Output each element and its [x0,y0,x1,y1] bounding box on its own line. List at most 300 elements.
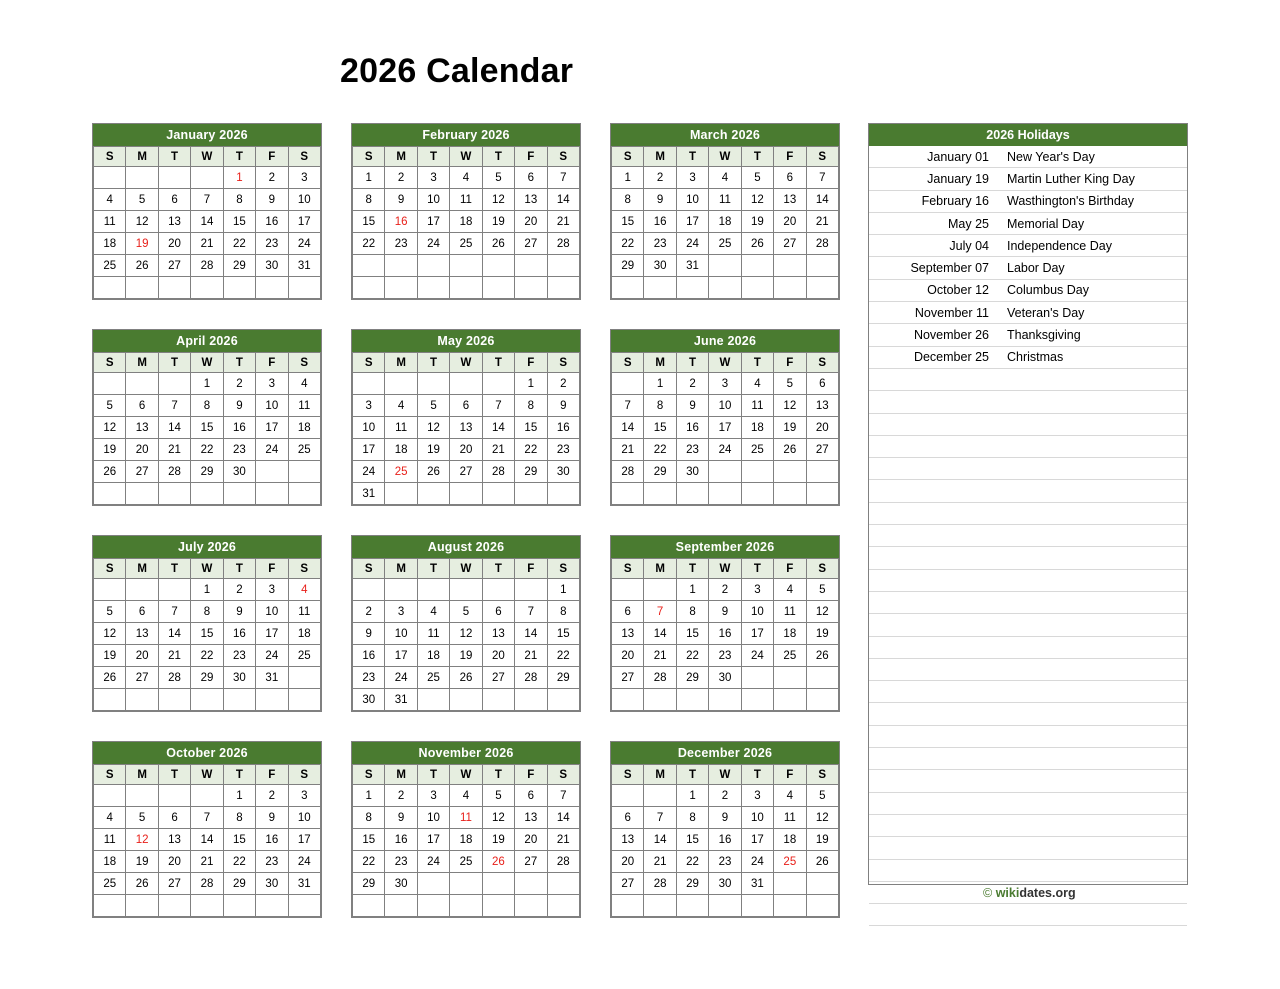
empty-cell [482,277,514,299]
day-cell: 10 [741,601,773,623]
day-cell: 21 [644,645,676,667]
day-cell: 5 [417,395,449,417]
day-cell: 11 [94,211,126,233]
day-cell: 6 [774,167,806,189]
day-cell: 27 [126,667,158,689]
empty-cell [191,689,223,711]
day-cell: 5 [126,189,158,211]
day-cell: 9 [385,189,417,211]
week-row [353,623,580,645]
weekday-header: T [482,353,514,373]
day-cell: 23 [385,233,417,255]
holiday-row [869,235,1187,257]
day-cell: 20 [612,851,644,873]
day-cell: 16 [547,417,579,439]
weekday-header: M [126,147,158,167]
week-row [94,167,321,189]
month-block [92,329,322,506]
empty-cell [450,277,482,299]
day-cell: 23 [709,645,741,667]
day-cell: 12 [774,395,806,417]
day-cell: 12 [741,189,773,211]
empty-cell [158,785,190,807]
month-table [611,558,839,711]
empty-cell [256,277,288,299]
week-row [612,373,839,395]
weekday-header: S [547,559,579,579]
holiday-empty-cell [869,525,997,547]
week-row [94,483,321,505]
day-cell: 29 [191,461,223,483]
empty-cell [191,167,223,189]
day-cell: 29 [515,461,547,483]
empty-cell [126,277,158,299]
weekday-header: S [94,147,126,167]
weekday-header-row [353,353,580,373]
day-cell: 7 [644,807,676,829]
day-cell: 19 [806,829,838,851]
day-cell: 21 [191,851,223,873]
empty-cell [774,277,806,299]
weekday-header: W [450,353,482,373]
day-cell: 16 [256,829,288,851]
empty-cell [417,895,449,917]
empty-cell [547,483,579,505]
holiday-empty-cell [869,502,997,524]
holiday-empty-cell [869,725,997,747]
empty-cell [774,895,806,917]
day-cell: 3 [417,785,449,807]
weekday-header: F [256,559,288,579]
day-cell: 26 [450,667,482,689]
day-cell: 8 [191,395,223,417]
day-cell: 20 [158,233,190,255]
day-cell: 23 [353,667,385,689]
empty-cell [741,689,773,711]
empty-cell [806,255,838,277]
holiday-name: Thanksgiving [997,324,1187,346]
day-cell: 20 [612,645,644,667]
day-cell: 30 [644,255,676,277]
day-cell: 28 [158,461,190,483]
weekday-header-row [612,147,839,167]
week-row [94,785,321,807]
day-cell: 13 [515,807,547,829]
week-row [612,873,839,895]
empty-cell [806,689,838,711]
day-cell: 23 [223,645,255,667]
week-row [94,417,321,439]
day-cell: 29 [191,667,223,689]
day-cell: 30 [223,461,255,483]
day-cell: 15 [612,211,644,233]
day-cell: 10 [256,601,288,623]
weekday-header: T [741,147,773,167]
day-cell: 9 [644,189,676,211]
weekday-header-row [94,559,321,579]
day-cell: 22 [676,645,708,667]
day-cell: 2 [256,785,288,807]
holiday-empty-cell [997,569,1187,591]
empty-cell [94,167,126,189]
month-title: January 2026 [93,124,321,146]
day-cell: 4 [288,579,320,601]
week-row [612,439,839,461]
day-cell: 12 [482,189,514,211]
day-cell: 10 [417,807,449,829]
week-row [353,895,580,917]
weekday-header: F [515,353,547,373]
day-cell: 18 [450,211,482,233]
day-cell: 7 [191,189,223,211]
day-cell: 3 [256,579,288,601]
day-cell: 21 [644,851,676,873]
day-cell: 31 [741,873,773,895]
day-cell: 19 [482,829,514,851]
day-cell: 28 [158,667,190,689]
day-cell: 21 [158,645,190,667]
holiday-empty-cell [869,837,997,859]
weekday-header: S [547,147,579,167]
day-cell: 27 [515,851,547,873]
week-row [353,277,580,299]
empty-cell [126,483,158,505]
day-cell: 28 [644,873,676,895]
day-cell: 1 [223,167,255,189]
day-cell: 26 [94,461,126,483]
empty-cell [158,373,190,395]
weekday-header: M [385,147,417,167]
month-block [351,329,581,506]
holiday-empty-cell [869,569,997,591]
day-cell: 18 [774,829,806,851]
day-cell: 4 [774,579,806,601]
empty-cell [191,277,223,299]
day-cell: 9 [353,623,385,645]
day-cell: 1 [353,167,385,189]
holiday-name: Columbus Day [997,279,1187,301]
day-cell: 24 [741,645,773,667]
day-cell: 24 [385,667,417,689]
weekday-header: F [774,559,806,579]
day-cell: 13 [126,623,158,645]
day-cell: 8 [612,189,644,211]
empty-cell [353,277,385,299]
day-cell: 24 [288,233,320,255]
day-cell: 17 [709,417,741,439]
day-cell: 5 [126,807,158,829]
month-block [610,123,840,300]
day-cell: 8 [515,395,547,417]
weekday-header-row [353,765,580,785]
holiday-date: December 25 [869,346,997,368]
month-table [93,558,321,711]
day-cell: 9 [385,807,417,829]
holiday-empty-row [869,547,1187,569]
week-row [353,579,580,601]
week-row [612,189,839,211]
day-cell: 8 [676,807,708,829]
day-cell: 21 [806,211,838,233]
month-title: October 2026 [93,742,321,764]
day-cell: 11 [709,189,741,211]
holiday-date: May 25 [869,212,997,234]
holiday-empty-cell [997,748,1187,770]
month-table [352,352,580,505]
month-table [352,558,580,711]
week-row [353,189,580,211]
weekday-header: W [709,147,741,167]
day-cell: 23 [223,439,255,461]
day-cell: 7 [482,395,514,417]
day-cell: 27 [482,667,514,689]
holiday-empty-cell [869,770,997,792]
empty-cell [482,579,514,601]
week-row [353,829,580,851]
day-cell: 20 [515,211,547,233]
weekday-header: W [709,353,741,373]
month-row [92,535,840,712]
day-cell: 24 [417,851,449,873]
day-cell: 3 [417,167,449,189]
empty-cell [482,689,514,711]
week-row [353,373,580,395]
weekday-header: T [676,147,708,167]
day-cell: 6 [450,395,482,417]
empty-cell [94,895,126,917]
empty-cell [482,895,514,917]
day-cell: 29 [547,667,579,689]
day-cell: 18 [417,645,449,667]
day-cell: 25 [288,645,320,667]
holiday-date: November 26 [869,324,997,346]
day-cell: 17 [385,645,417,667]
day-cell: 5 [774,373,806,395]
day-cell: 4 [450,785,482,807]
weekday-header: M [644,147,676,167]
day-cell: 13 [450,417,482,439]
month-title: February 2026 [352,124,580,146]
day-cell: 3 [741,785,773,807]
empty-cell [515,873,547,895]
week-row [94,579,321,601]
day-cell: 8 [547,601,579,623]
week-row [94,373,321,395]
holiday-empty-cell [997,391,1187,413]
day-cell: 28 [191,255,223,277]
day-cell: 20 [806,417,838,439]
weekday-header: W [709,559,741,579]
day-cell: 9 [223,395,255,417]
holiday-name: Wasthington's Birthday [997,190,1187,212]
day-cell: 13 [515,189,547,211]
empty-cell [482,373,514,395]
day-cell: 15 [223,829,255,851]
weekday-header-row [612,765,839,785]
weekday-header: T [676,765,708,785]
holiday-empty-row [869,770,1187,792]
empty-cell [741,667,773,689]
weekday-header: W [450,147,482,167]
day-cell: 25 [709,233,741,255]
week-row [94,807,321,829]
day-cell: 29 [223,873,255,895]
empty-cell [774,667,806,689]
week-row [94,623,321,645]
holiday-row [869,190,1187,212]
week-row [353,167,580,189]
day-cell: 19 [806,623,838,645]
day-cell: 3 [288,785,320,807]
empty-cell [288,461,320,483]
week-row [353,667,580,689]
empty-cell [158,277,190,299]
day-cell: 2 [385,167,417,189]
day-cell: 18 [774,623,806,645]
day-cell: 26 [482,233,514,255]
weekday-header: W [709,765,741,785]
day-cell: 13 [126,417,158,439]
day-cell: 27 [612,667,644,689]
empty-cell [741,895,773,917]
day-cell: 5 [450,601,482,623]
empty-cell [709,277,741,299]
day-cell: 9 [223,601,255,623]
day-cell: 6 [158,189,190,211]
holiday-date: September 07 [869,257,997,279]
empty-cell [741,277,773,299]
day-cell: 6 [806,373,838,395]
day-cell: 31 [288,873,320,895]
empty-cell [515,895,547,917]
day-cell: 29 [644,461,676,483]
day-cell: 6 [515,167,547,189]
empty-cell [223,895,255,917]
day-cell: 30 [676,461,708,483]
day-cell: 9 [676,395,708,417]
week-row [94,395,321,417]
weekday-header: S [288,147,320,167]
empty-cell [676,895,708,917]
day-cell: 22 [612,233,644,255]
holiday-empty-cell [869,881,997,903]
day-cell: 13 [774,189,806,211]
holiday-empty-cell [869,435,997,457]
empty-cell [547,895,579,917]
month-table [93,146,321,299]
day-cell: 18 [94,851,126,873]
holiday-empty-cell [869,614,997,636]
empty-cell [774,255,806,277]
week-row [94,645,321,667]
week-row [612,211,839,233]
holiday-empty-cell [997,525,1187,547]
empty-cell [126,167,158,189]
holiday-empty-cell [997,480,1187,502]
day-cell: 16 [385,211,417,233]
day-cell: 2 [385,785,417,807]
day-cell: 1 [676,785,708,807]
week-row [612,645,839,667]
day-cell: 25 [385,461,417,483]
holiday-empty-cell [997,458,1187,480]
credit-dates: dates.org [1019,886,1076,900]
weekday-header: S [806,353,838,373]
week-row [94,667,321,689]
empty-cell [547,873,579,895]
empty-cell [191,895,223,917]
day-cell: 9 [709,807,741,829]
day-cell: 15 [191,623,223,645]
day-cell: 19 [741,211,773,233]
empty-cell [256,461,288,483]
day-cell: 22 [515,439,547,461]
weekday-header: S [353,353,385,373]
empty-cell [612,373,644,395]
day-cell: 2 [547,373,579,395]
day-cell: 2 [256,167,288,189]
empty-cell [547,277,579,299]
day-cell: 11 [288,601,320,623]
day-cell: 3 [385,601,417,623]
empty-cell [644,895,676,917]
empty-cell [612,277,644,299]
day-cell: 17 [741,829,773,851]
day-cell: 8 [223,807,255,829]
day-cell: 20 [450,439,482,461]
holiday-empty-cell [869,859,997,881]
day-cell: 8 [644,395,676,417]
day-cell: 18 [709,211,741,233]
day-cell: 12 [126,211,158,233]
site-credit [983,886,1076,900]
holiday-date: February 16 [869,190,997,212]
holiday-empty-cell [997,703,1187,725]
holiday-empty-row [869,859,1187,881]
holiday-name: Independence Day [997,235,1187,257]
empty-cell [482,255,514,277]
empty-cell [676,689,708,711]
day-cell: 3 [256,373,288,395]
day-cell: 11 [288,395,320,417]
holiday-empty-cell [997,368,1187,390]
holiday-empty-row [869,435,1187,457]
empty-cell [709,895,741,917]
weekday-header: S [806,765,838,785]
month-block [351,123,581,300]
empty-cell [417,255,449,277]
empty-cell [450,873,482,895]
month-table [352,764,580,917]
holiday-empty-row [869,591,1187,613]
holiday-row [869,324,1187,346]
day-cell: 23 [256,233,288,255]
day-cell: 29 [676,873,708,895]
day-cell: 28 [191,873,223,895]
day-cell: 12 [126,829,158,851]
day-cell: 30 [547,461,579,483]
day-cell: 2 [709,785,741,807]
holiday-name: Martin Luther King Day [997,168,1187,190]
day-cell: 31 [288,255,320,277]
empty-cell [191,785,223,807]
month-block [610,329,840,506]
holiday-date: July 04 [869,235,997,257]
weekday-header: T [482,147,514,167]
day-cell: 14 [482,417,514,439]
empty-cell [709,483,741,505]
week-row [94,439,321,461]
